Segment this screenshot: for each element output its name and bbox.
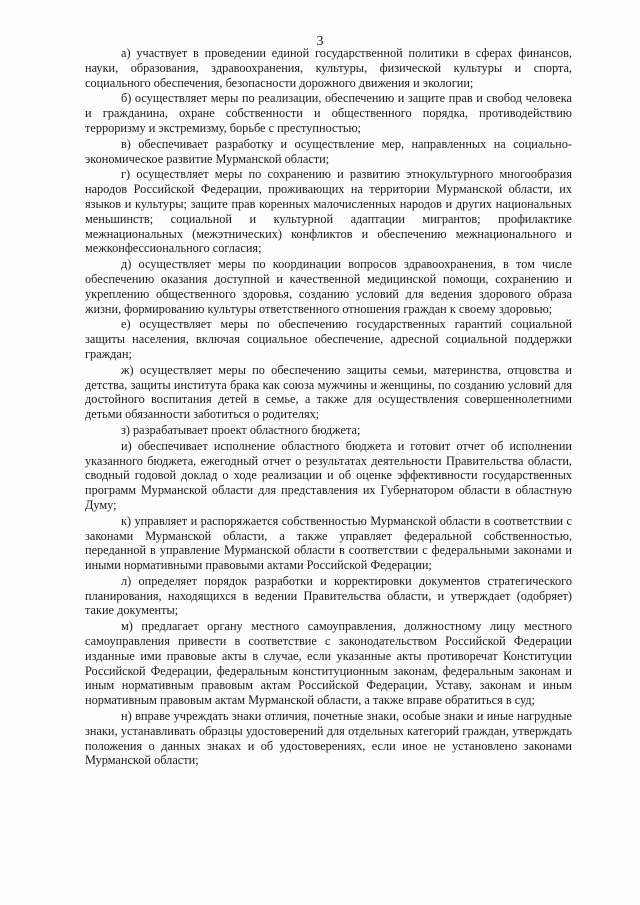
paragraph-m: м) предлагает органу местного самоуправления, должностному лицу местного самоуправления привести в соответствие с законодательством Российской Федерации изданные ими правовые акты в случае, если указанные акты противоречат Конституции Российской Федерации, федеральным конституционным законам, федеральным законам и иным нормативным правовым актам Российской Федерации, Уставу, законам и иным нормативным правовым актам Мурманской области, а также вправе обратиться в суд;: [85, 619, 572, 708]
paragraph-a: а) участвует в проведении единой государственной политики в сферах финансов, науки, образования, здравоохранения, культуры, физической культуры и спорта, социального обеспечения, безопасности дорожного движения и экологии;: [85, 46, 572, 90]
paragraph-d: д) осуществляет меры по координации вопросов здравоохранения, в том числе обеспечению оказания доступной и качественной медицинской помощи, сохранению и укреплению общественного здоровья, созданию условий для ведения здорового образа жизни, формированию культуры ответственного отношения граждан к своему здоровью;: [85, 257, 572, 316]
paragraph-z: з) разрабатывает проект областного бюджета;: [121, 422, 361, 437]
paragraph-g: г) осуществляет меры по сохранению и развитию этнокультурного многообразия народов Российской Федерации, проживающих на территории Мурманской области, их языков и культуры; защите прав коренных малочисленных народов и других национальных меньшинств; социальной и культурной адаптации мигрантов; профилактике межнациональных (межэтнических) конфликтов и обеспечению межнационального и межконфессионального согласия;: [85, 167, 572, 256]
document-body: [85, 46, 572, 768]
paragraph-i: и) обеспечивает исполнение областного бюджета и готовит отчет об исполнении указанного бюджета, ежегодный отчет о результатах деятельности Правительства области, сводный годовой доклад о ходе реализации и об оценке эффективности государственных программ Мурманской области для представления их Губернатором области в областную Думу;: [85, 438, 572, 512]
paragraph-zh: ж) осуществляет меры по обеспечению защиты семьи, материнства, отцовства и детства, защиты института брака как союза мужчины и женщины, по созданию условий для достойного воспитания детей в семье, а также для осуществления совершеннолетними детьми обязанности заботиться о родителях;: [85, 362, 572, 422]
paragraph-v: в) обеспечивает разработку и осуществление мер, направленных на социально-экономическое развитие Мурманской области;: [85, 136, 572, 166]
paragraph-k: к) управляет и распоряжается собственностью Мурманской области в соответствии с законами Мурманской области, а также управляет федеральной собственностью, переданной в управление Мурманской области в соответствии с федеральными законами и иными нормативными правовыми актами Российской Федерации;: [85, 513, 572, 573]
paragraph-n: н) вправе учреждать знаки отличия, почетные знаки, особые знаки и иные нагрудные знаки, устанавливать образцы удостоверений для отдельных категорий граждан, утверждать положения о данных знаках и об удостоверениях, если иное не установлено законами Мурманской области;: [85, 709, 572, 768]
paragraph-l: л) определяет порядок разработки и корректировки документов стратегического планирования, находящихся в ведении Правительства области, и утверждает (одобряет) такие документы;: [85, 573, 572, 618]
paragraph-b: б) осуществляет меры по реализации, обеспечению и защите прав и свобод человека и гражданина, охране собственности и общественного порядка, противодействию терроризму и экстремизму, борьбе с преступностью;: [85, 91, 572, 135]
paragraph-e: е) осуществляет меры по обеспечению государственных гарантий социальной защиты населения, включая социальное обеспечение, адресной социальной поддержки граждан;: [85, 317, 572, 361]
page-number: 3: [316, 34, 324, 49]
